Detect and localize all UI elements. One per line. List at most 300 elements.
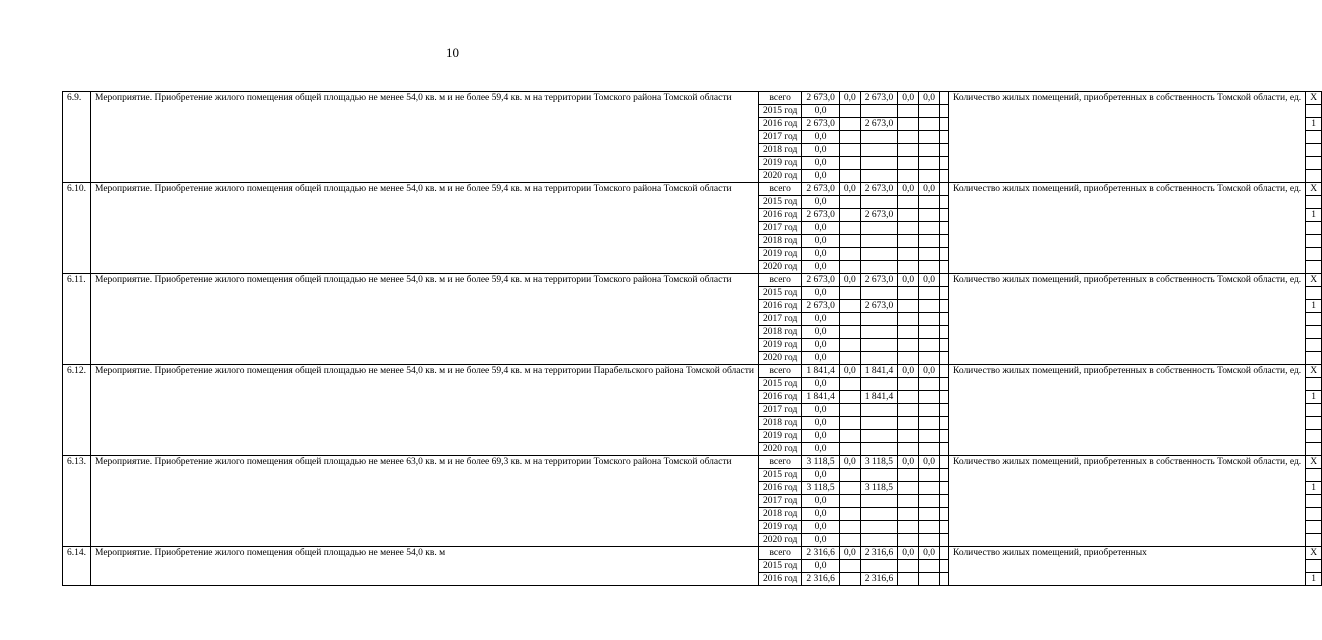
total-amount: 0,0 — [802, 248, 840, 261]
period-label: всего — [758, 456, 801, 469]
table-row — [63, 456, 1322, 469]
regional-budget-amount — [860, 326, 898, 339]
indicator-value: Х — [1306, 183, 1322, 196]
period-label: всего — [758, 365, 801, 378]
indicator-value — [1306, 443, 1322, 456]
executor-cell — [939, 313, 948, 326]
regional-budget-amount — [860, 430, 898, 443]
regional-budget-amount — [860, 443, 898, 456]
regional-budget-amount — [860, 157, 898, 170]
executor-cell — [939, 261, 948, 274]
executor-cell — [939, 235, 948, 248]
extrabudgetary-amount — [919, 560, 940, 573]
executor-cell — [939, 196, 948, 209]
period-label: 2019 год — [758, 248, 801, 261]
activity-description: Мероприятие. Приобретение жилого помещения общей площадью не менее 54,0 кв. м и не более 59,4 кв. м на территории Томского района Томской области — [91, 92, 759, 183]
indicator-value — [1306, 222, 1322, 235]
total-amount: 0,0 — [802, 495, 840, 508]
indicator-value — [1306, 196, 1322, 209]
indicator-name: Количество жилых помещений, приобретенных в собственность Томской области, ед. — [948, 92, 1305, 183]
local-budget-amount: 0,0 — [898, 456, 919, 469]
table-row — [63, 547, 1322, 560]
period-label: 2015 год — [758, 196, 801, 209]
executor-cell — [939, 560, 948, 573]
local-budget-amount — [898, 222, 919, 235]
total-amount: 2 673,0 — [802, 274, 840, 287]
total-amount: 2 673,0 — [802, 92, 840, 105]
indicator-value — [1306, 404, 1322, 417]
activity-description: Мероприятие. Приобретение жилого помещения общей площадью не менее 54,0 кв. м и не более 59,4 кв. м на территории Томского района Томской области — [91, 183, 759, 274]
regional-budget-amount — [860, 313, 898, 326]
federal-budget-amount — [839, 196, 860, 209]
indicator-value — [1306, 339, 1322, 352]
regional-budget-amount — [860, 404, 898, 417]
executor-cell — [939, 183, 948, 196]
executor-cell — [939, 287, 948, 300]
federal-budget-amount — [839, 404, 860, 417]
federal-budget-amount — [839, 326, 860, 339]
period-label: 2018 год — [758, 417, 801, 430]
federal-budget-amount: 0,0 — [839, 183, 860, 196]
federal-budget-amount — [839, 300, 860, 313]
total-amount: 2 673,0 — [802, 118, 840, 131]
executor-cell — [939, 144, 948, 157]
regional-budget-amount — [860, 131, 898, 144]
local-budget-amount — [898, 352, 919, 365]
total-amount: 0,0 — [802, 417, 840, 430]
local-budget-amount — [898, 430, 919, 443]
regional-budget-amount: 2 673,0 — [860, 274, 898, 287]
indicator-value — [1306, 534, 1322, 547]
period-label: 2020 год — [758, 443, 801, 456]
extrabudgetary-amount: 0,0 — [919, 274, 940, 287]
regional-budget-amount — [860, 235, 898, 248]
local-budget-amount: 0,0 — [898, 92, 919, 105]
total-amount: 0,0 — [802, 508, 840, 521]
activity-number: 6.10. — [63, 183, 91, 274]
local-budget-amount — [898, 404, 919, 417]
period-label: 2018 год — [758, 144, 801, 157]
indicator-value — [1306, 131, 1322, 144]
executor-cell — [939, 105, 948, 118]
indicator-value — [1306, 508, 1322, 521]
local-budget-amount — [898, 209, 919, 222]
local-budget-amount — [898, 495, 919, 508]
regional-budget-amount — [860, 352, 898, 365]
regional-budget-amount — [860, 534, 898, 547]
activity-number: 6.13. — [63, 456, 91, 547]
page-number: 10 — [446, 45, 459, 60]
program-activities-table — [62, 91, 1322, 586]
extrabudgetary-amount: 0,0 — [919, 456, 940, 469]
total-amount: 2 673,0 — [802, 209, 840, 222]
local-budget-amount — [898, 105, 919, 118]
indicator-value — [1306, 352, 1322, 365]
executor-cell — [939, 209, 948, 222]
local-budget-amount — [898, 326, 919, 339]
federal-budget-amount — [839, 378, 860, 391]
indicator-value — [1306, 261, 1322, 274]
period-label: всего — [758, 92, 801, 105]
extrabudgetary-amount — [919, 144, 940, 157]
period-label: 2020 год — [758, 352, 801, 365]
executor-cell — [939, 456, 948, 469]
federal-budget-amount — [839, 131, 860, 144]
local-budget-amount — [898, 482, 919, 495]
indicator-value: Х — [1306, 274, 1322, 287]
total-amount: 0,0 — [802, 287, 840, 300]
period-label: 2017 год — [758, 495, 801, 508]
federal-budget-amount: 0,0 — [839, 92, 860, 105]
indicator-value — [1306, 313, 1322, 326]
period-label: 2016 год — [758, 300, 801, 313]
regional-budget-amount — [860, 248, 898, 261]
total-amount: 0,0 — [802, 235, 840, 248]
indicator-value — [1306, 469, 1322, 482]
total-amount: 2 673,0 — [802, 183, 840, 196]
period-label: 2020 год — [758, 170, 801, 183]
federal-budget-amount — [839, 560, 860, 573]
local-budget-amount — [898, 469, 919, 482]
executor-cell — [939, 391, 948, 404]
indicator-value — [1306, 157, 1322, 170]
indicator-value: 1 — [1306, 391, 1322, 404]
period-label: 2017 год — [758, 313, 801, 326]
regional-budget-amount: 2 673,0 — [860, 92, 898, 105]
executor-cell — [939, 378, 948, 391]
indicator-value — [1306, 378, 1322, 391]
federal-budget-amount — [839, 417, 860, 430]
indicator-name: Количество жилых помещений, приобретенных в собственность Томской области, ед. — [948, 274, 1305, 365]
regional-budget-amount — [860, 170, 898, 183]
extrabudgetary-amount — [919, 196, 940, 209]
executor-cell — [939, 131, 948, 144]
local-budget-amount — [898, 157, 919, 170]
extrabudgetary-amount — [919, 391, 940, 404]
period-label: 2019 год — [758, 339, 801, 352]
total-amount: 0,0 — [802, 170, 840, 183]
indicator-value: Х — [1306, 92, 1322, 105]
total-amount: 3 118,5 — [802, 482, 840, 495]
total-amount: 2 316,6 — [802, 573, 840, 586]
federal-budget-amount — [839, 222, 860, 235]
activity-description: Мероприятие. Приобретение жилого помещения общей площадью не менее 54,0 кв. м — [91, 547, 759, 586]
regional-budget-amount: 2 673,0 — [860, 300, 898, 313]
executor-cell — [939, 430, 948, 443]
executor-cell — [939, 352, 948, 365]
federal-budget-amount — [839, 144, 860, 157]
federal-budget-amount — [839, 352, 860, 365]
period-label: 2017 год — [758, 131, 801, 144]
table-row — [63, 183, 1322, 196]
total-amount: 3 118,5 — [802, 456, 840, 469]
federal-budget-amount — [839, 339, 860, 352]
executor-cell — [939, 365, 948, 378]
regional-budget-amount — [860, 287, 898, 300]
extrabudgetary-amount — [919, 105, 940, 118]
regional-budget-amount — [860, 339, 898, 352]
extrabudgetary-amount — [919, 300, 940, 313]
extrabudgetary-amount — [919, 248, 940, 261]
activity-description: Мероприятие. Приобретение жилого помещения общей площадью не менее 63,0 кв. м и не более 69,3 кв. м на территории Томского района Томской области — [91, 456, 759, 547]
regional-budget-amount: 3 118,5 — [860, 482, 898, 495]
activity-number: 6.9. — [63, 92, 91, 183]
regional-budget-amount: 2 316,6 — [860, 547, 898, 560]
period-label: 2018 год — [758, 235, 801, 248]
indicator-value: 1 — [1306, 209, 1322, 222]
local-budget-amount — [898, 118, 919, 131]
executor-cell — [939, 404, 948, 417]
indicator-value: Х — [1306, 456, 1322, 469]
period-label: 2017 год — [758, 404, 801, 417]
period-label: 2015 год — [758, 560, 801, 573]
local-budget-amount — [898, 339, 919, 352]
indicator-name: Количество жилых помещений, приобретенных — [948, 547, 1305, 586]
indicator-value: 1 — [1306, 300, 1322, 313]
executor-cell — [939, 222, 948, 235]
total-amount: 0,0 — [802, 261, 840, 274]
extrabudgetary-amount — [919, 573, 940, 586]
local-budget-amount — [898, 313, 919, 326]
federal-budget-amount: 0,0 — [839, 456, 860, 469]
total-amount: 0,0 — [802, 326, 840, 339]
local-budget-amount: 0,0 — [898, 183, 919, 196]
local-budget-amount: 0,0 — [898, 274, 919, 287]
local-budget-amount — [898, 261, 919, 274]
extrabudgetary-amount — [919, 209, 940, 222]
executor-cell — [939, 534, 948, 547]
extrabudgetary-amount — [919, 430, 940, 443]
executor-cell — [939, 157, 948, 170]
local-budget-amount — [898, 391, 919, 404]
extrabudgetary-amount — [919, 352, 940, 365]
federal-budget-amount — [839, 105, 860, 118]
extrabudgetary-amount — [919, 482, 940, 495]
extrabudgetary-amount — [919, 339, 940, 352]
regional-budget-amount — [860, 261, 898, 274]
indicator-name: Количество жилых помещений, приобретенных в собственность Томской области, ед. — [948, 365, 1305, 456]
local-budget-amount — [898, 287, 919, 300]
indicator-value — [1306, 287, 1322, 300]
total-amount: 0,0 — [802, 469, 840, 482]
regional-budget-amount — [860, 222, 898, 235]
federal-budget-amount — [839, 118, 860, 131]
activity-number: 6.12. — [63, 365, 91, 456]
total-amount: 1 841,4 — [802, 365, 840, 378]
indicator-value — [1306, 235, 1322, 248]
total-amount: 0,0 — [802, 404, 840, 417]
federal-budget-amount — [839, 209, 860, 222]
regional-budget-amount: 2 673,0 — [860, 183, 898, 196]
federal-budget-amount: 0,0 — [839, 365, 860, 378]
indicator-value — [1306, 144, 1322, 157]
period-label: 2016 год — [758, 209, 801, 222]
extrabudgetary-amount — [919, 287, 940, 300]
period-label: 2018 год — [758, 326, 801, 339]
local-budget-amount — [898, 560, 919, 573]
federal-budget-amount — [839, 391, 860, 404]
total-amount: 0,0 — [802, 222, 840, 235]
executor-cell — [939, 573, 948, 586]
executor-cell — [939, 521, 948, 534]
executor-cell — [939, 417, 948, 430]
local-budget-amount — [898, 144, 919, 157]
regional-budget-amount: 2 673,0 — [860, 209, 898, 222]
total-amount: 0,0 — [802, 196, 840, 209]
executor-cell — [939, 92, 948, 105]
indicator-value — [1306, 248, 1322, 261]
period-label: всего — [758, 274, 801, 287]
executor-cell — [939, 469, 948, 482]
indicator-value: 1 — [1306, 482, 1322, 495]
local-budget-amount — [898, 235, 919, 248]
period-label: 2015 год — [758, 378, 801, 391]
local-budget-amount — [898, 521, 919, 534]
regional-budget-amount — [860, 560, 898, 573]
extrabudgetary-amount — [919, 508, 940, 521]
total-amount: 0,0 — [802, 352, 840, 365]
federal-budget-amount — [839, 573, 860, 586]
period-label: всего — [758, 547, 801, 560]
period-label: 2016 год — [758, 391, 801, 404]
indicator-name: Количество жилых помещений, приобретенных в собственность Томской области, ед. — [948, 456, 1305, 547]
period-label: 2019 год — [758, 157, 801, 170]
period-label: 2018 год — [758, 508, 801, 521]
total-amount: 0,0 — [802, 339, 840, 352]
federal-budget-amount — [839, 495, 860, 508]
period-label: 2019 год — [758, 430, 801, 443]
extrabudgetary-amount — [919, 157, 940, 170]
extrabudgetary-amount — [919, 261, 940, 274]
executor-cell — [939, 170, 948, 183]
local-budget-amount — [898, 131, 919, 144]
period-label: 2015 год — [758, 469, 801, 482]
indicator-value: 1 — [1306, 573, 1322, 586]
extrabudgetary-amount — [919, 443, 940, 456]
period-label: 2019 год — [758, 521, 801, 534]
indicator-value — [1306, 560, 1322, 573]
period-label: 2016 год — [758, 573, 801, 586]
extrabudgetary-amount — [919, 170, 940, 183]
total-amount: 0,0 — [802, 105, 840, 118]
indicator-value — [1306, 495, 1322, 508]
federal-budget-amount — [839, 521, 860, 534]
local-budget-amount — [898, 534, 919, 547]
local-budget-amount — [898, 248, 919, 261]
federal-budget-amount — [839, 287, 860, 300]
regional-budget-amount: 2 673,0 — [860, 118, 898, 131]
executor-cell — [939, 495, 948, 508]
executor-cell — [939, 326, 948, 339]
activity-number: 6.14. — [63, 547, 91, 586]
total-amount: 0,0 — [802, 443, 840, 456]
federal-budget-amount — [839, 534, 860, 547]
regional-budget-amount: 3 118,5 — [860, 456, 898, 469]
total-amount: 0,0 — [802, 430, 840, 443]
executor-cell — [939, 300, 948, 313]
extrabudgetary-amount — [919, 118, 940, 131]
federal-budget-amount — [839, 235, 860, 248]
regional-budget-amount — [860, 508, 898, 521]
executor-cell — [939, 547, 948, 560]
indicator-value: Х — [1306, 365, 1322, 378]
extrabudgetary-amount — [919, 534, 940, 547]
executor-cell — [939, 248, 948, 261]
period-label: 2020 год — [758, 534, 801, 547]
extrabudgetary-amount: 0,0 — [919, 183, 940, 196]
regional-budget-amount — [860, 469, 898, 482]
executor-cell — [939, 118, 948, 131]
regional-budget-amount — [860, 378, 898, 391]
federal-budget-amount — [839, 482, 860, 495]
federal-budget-amount — [839, 170, 860, 183]
table-row — [63, 92, 1322, 105]
extrabudgetary-amount — [919, 235, 940, 248]
regional-budget-amount — [860, 495, 898, 508]
indicator-value — [1306, 326, 1322, 339]
indicator-value: 1 — [1306, 118, 1322, 131]
extrabudgetary-amount: 0,0 — [919, 547, 940, 560]
executor-cell — [939, 274, 948, 287]
total-amount: 0,0 — [802, 313, 840, 326]
extrabudgetary-amount — [919, 313, 940, 326]
total-amount: 0,0 — [802, 378, 840, 391]
extrabudgetary-amount: 0,0 — [919, 92, 940, 105]
executor-cell — [939, 443, 948, 456]
total-amount: 0,0 — [802, 534, 840, 547]
period-label: 2015 год — [758, 105, 801, 118]
extrabudgetary-amount — [919, 417, 940, 430]
total-amount: 0,0 — [802, 560, 840, 573]
extrabudgetary-amount — [919, 222, 940, 235]
local-budget-amount — [898, 378, 919, 391]
indicator-value: Х — [1306, 547, 1322, 560]
federal-budget-amount — [839, 261, 860, 274]
table-row — [63, 365, 1322, 378]
regional-budget-amount — [860, 417, 898, 430]
activity-description: Мероприятие. Приобретение жилого помещения общей площадью не менее 54,0 кв. м и не более 59,4 кв. м на территории Томского района Томской области — [91, 274, 759, 365]
federal-budget-amount — [839, 313, 860, 326]
extrabudgetary-amount — [919, 469, 940, 482]
regional-budget-amount — [860, 144, 898, 157]
indicator-value — [1306, 170, 1322, 183]
table-row — [63, 274, 1322, 287]
federal-budget-amount — [839, 469, 860, 482]
total-amount: 0,0 — [802, 131, 840, 144]
regional-budget-amount: 1 841,4 — [860, 365, 898, 378]
indicator-value — [1306, 417, 1322, 430]
local-budget-amount — [898, 417, 919, 430]
federal-budget-amount: 0,0 — [839, 274, 860, 287]
regional-budget-amount: 2 316,6 — [860, 573, 898, 586]
local-budget-amount — [898, 508, 919, 521]
local-budget-amount: 0,0 — [898, 547, 919, 560]
local-budget-amount — [898, 170, 919, 183]
period-label: 2016 год — [758, 482, 801, 495]
indicator-value — [1306, 430, 1322, 443]
federal-budget-amount — [839, 443, 860, 456]
extrabudgetary-amount — [919, 326, 940, 339]
federal-budget-amount — [839, 248, 860, 261]
total-amount: 2 316,6 — [802, 547, 840, 560]
federal-budget-amount — [839, 157, 860, 170]
indicator-value — [1306, 521, 1322, 534]
extrabudgetary-amount — [919, 378, 940, 391]
extrabudgetary-amount — [919, 131, 940, 144]
federal-budget-amount — [839, 508, 860, 521]
local-budget-amount: 0,0 — [898, 365, 919, 378]
federal-budget-amount: 0,0 — [839, 547, 860, 560]
